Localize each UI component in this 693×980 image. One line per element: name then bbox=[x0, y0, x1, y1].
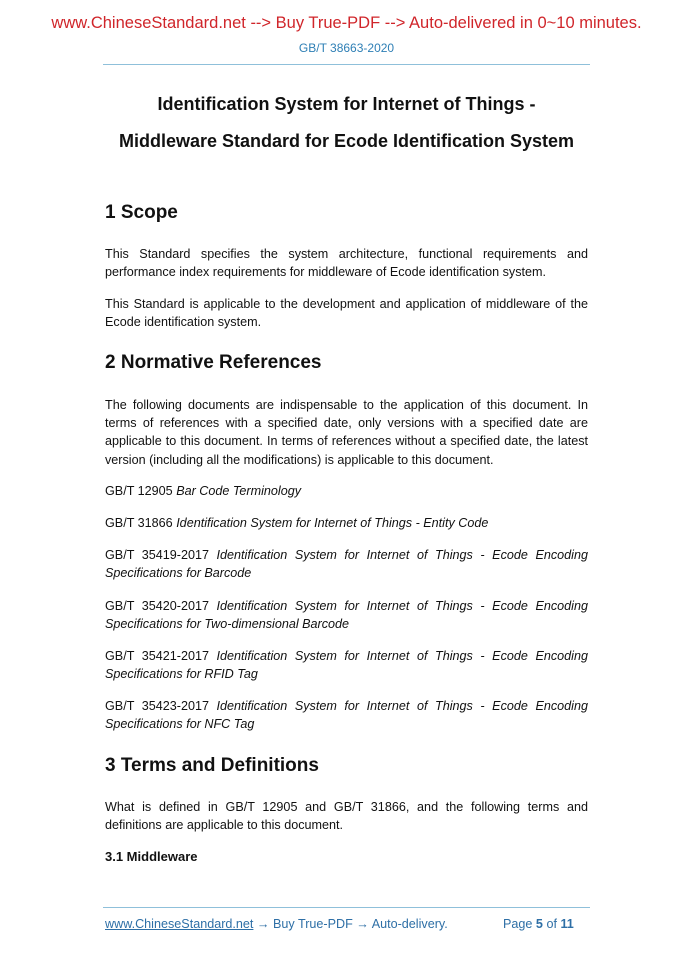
page-indicator: Page 5 of 11 bbox=[503, 917, 574, 931]
heading-scope: 1 Scope bbox=[105, 202, 178, 223]
standard-number: GB/T 38663-2020 bbox=[298, 41, 395, 55]
heading-normative-references: 2 Normative References bbox=[105, 352, 322, 373]
scope-paragraph-1: This Standard specifies the system architecture, functional requirements and performance index requirements for middleware of Ecode identification system. bbox=[105, 247, 588, 280]
doc-title-line1: Identification System for Internet of Things - bbox=[157, 94, 536, 114]
reference-item: GB/T 12905 Bar Code Terminology bbox=[105, 484, 302, 498]
heading-terms-definitions: 3 Terms and Definitions bbox=[105, 755, 319, 776]
header-divider bbox=[103, 64, 590, 65]
refs-intro: The following documents are indispensable to the application of this document. In terms of references with a specified date, only versions with a specified date are applicable to this document. In terms of references without a specified date, the latest version (including all the modifications) is applicable to this document. bbox=[105, 398, 588, 467]
reference-item: GB/T 35420-2017 Identification System for Internet of Things - Ecode Encoding Specifications for Two-dimensional Barcode bbox=[105, 599, 588, 632]
doc-title-line2: Middleware Standard for Ecode Identification System bbox=[118, 131, 575, 151]
terms-intro: What is defined in GB/T 12905 and GB/T 31866, and the following terms and definitions are applicable to this document. bbox=[105, 800, 588, 833]
reference-item: GB/T 35419-2017 Identification System for Internet of Things - Ecode Encoding Specifications for Barcode bbox=[105, 548, 588, 581]
footer-promo: www.ChineseStandard.net → Buy True-PDF → Auto-delivery. bbox=[105, 917, 448, 931]
scope-paragraph-2: This Standard is applicable to the development and application of middleware of the Ecode identification system. bbox=[105, 297, 588, 330]
footer-divider bbox=[103, 907, 590, 908]
subheading-middleware: 3.1 Middleware bbox=[105, 849, 198, 864]
reference-item: GB/T 31866 Identification System for Internet of Things - Entity Code bbox=[105, 516, 489, 530]
reference-item: GB/T 35421-2017 Identification System for Internet of Things - Ecode Encoding Specifications for RFID Tag bbox=[105, 649, 588, 682]
promo-banner[interactable]: www.ChineseStandard.net --> Buy True-PDF --> Auto-delivered in 0~10 minutes. bbox=[51, 14, 642, 32]
reference-item: GB/T 35423-2017 Identification System for Internet of Things - Ecode Encoding Specifications for NFC Tag bbox=[105, 699, 588, 732]
footer-link[interactable]: www.ChineseStandard.net bbox=[105, 917, 254, 931]
